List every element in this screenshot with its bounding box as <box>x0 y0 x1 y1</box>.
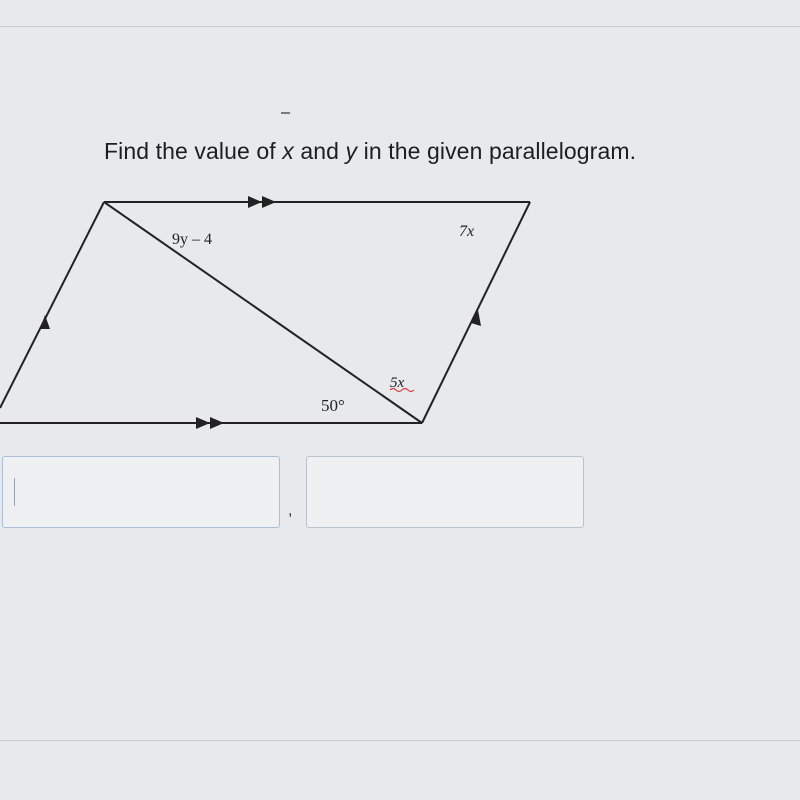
tick-mark <box>281 112 290 114</box>
text-cursor <box>14 478 15 506</box>
left-arrow-icon <box>40 315 50 329</box>
top-double-arrow-icon <box>248 196 276 208</box>
label-50-degrees: 50° <box>321 396 345 415</box>
top-divider <box>0 26 800 27</box>
bottom-divider <box>0 740 800 741</box>
question-part-1: Find the value of <box>104 138 283 164</box>
parallelogram-figure <box>0 180 560 440</box>
label-7x: 7x <box>459 223 475 240</box>
right-side <box>422 202 530 423</box>
answer-separator: , <box>288 502 293 519</box>
left-side <box>0 202 104 408</box>
question-text <box>104 138 636 165</box>
diagonal <box>104 202 422 423</box>
variable-y: y <box>345 138 358 164</box>
bottom-double-arrow-icon <box>196 417 224 429</box>
question-part-3: in the given parallelogram. <box>357 138 637 164</box>
question-part-2: and <box>293 138 346 164</box>
variable-x: x <box>282 138 294 164</box>
answer-input-1[interactable] <box>2 456 280 528</box>
label-5x: 5x <box>390 375 405 391</box>
label-9y-4: 9y – 4 <box>172 231 212 248</box>
answer-input-2[interactable] <box>306 456 584 528</box>
